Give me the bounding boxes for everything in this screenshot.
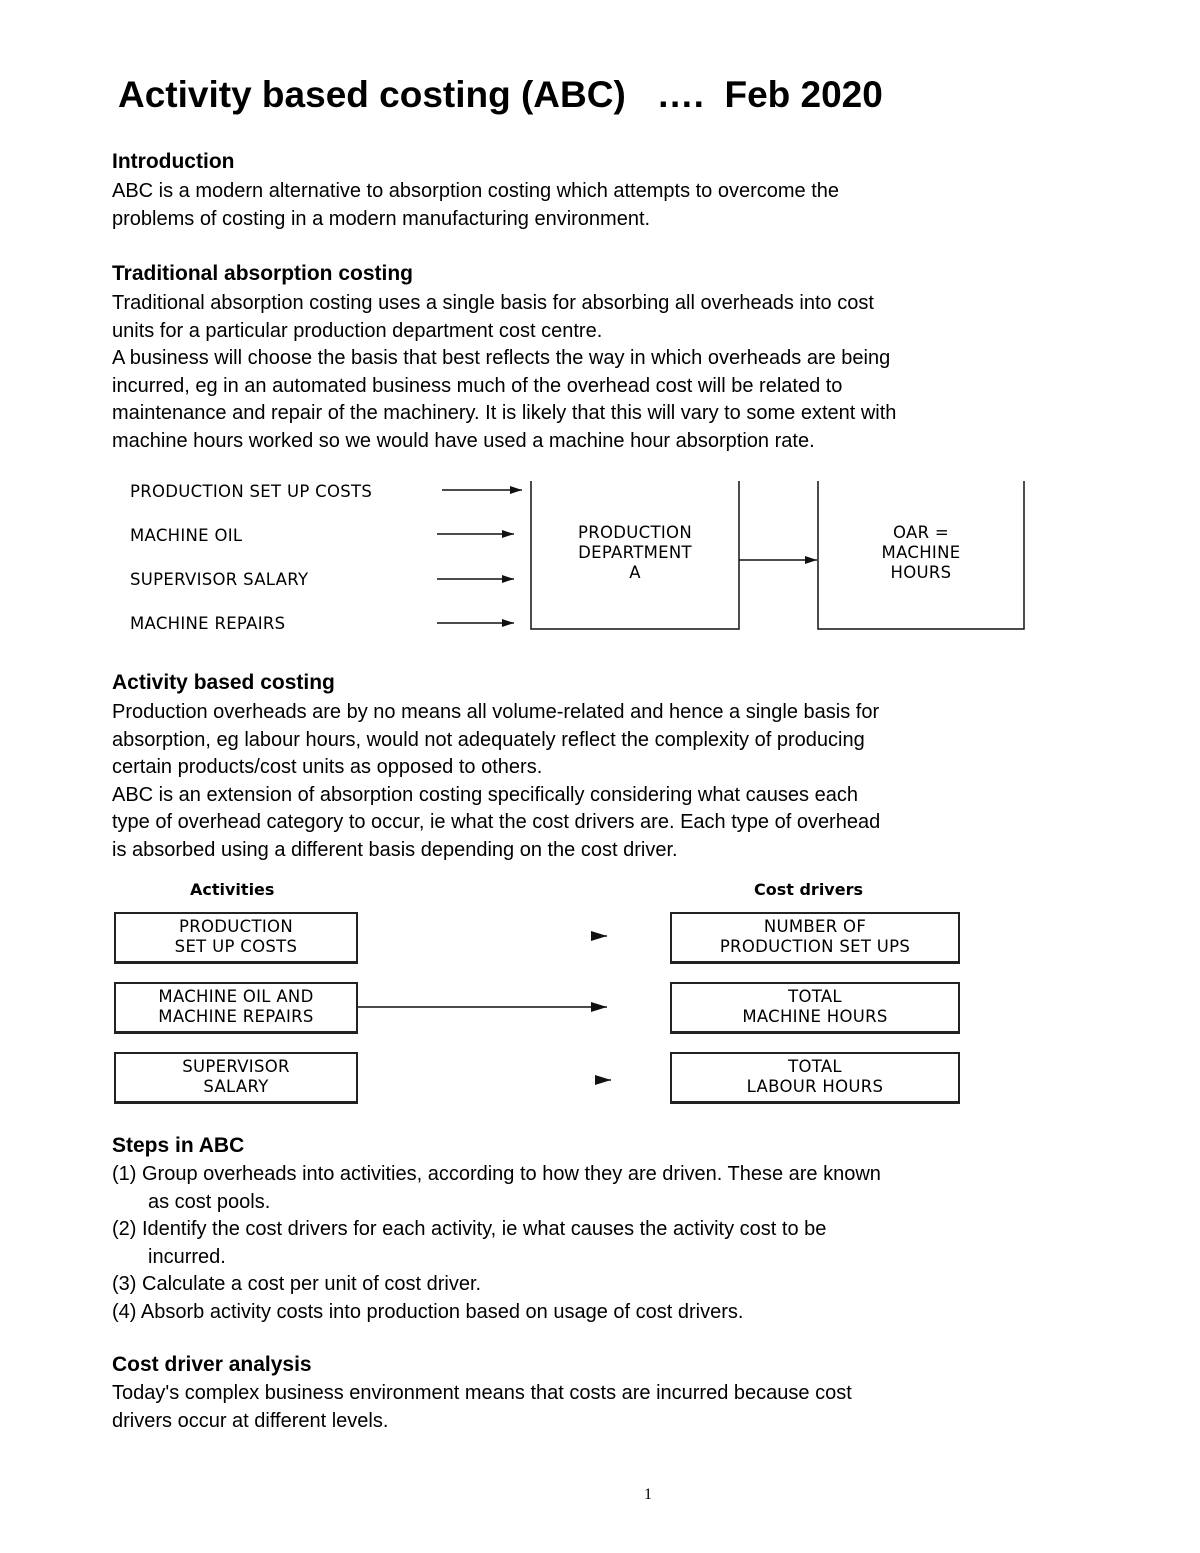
activity-label-line: PRODUCTION bbox=[179, 917, 293, 936]
input-label-machine-repairs: MACHINE REPAIRS bbox=[130, 614, 286, 633]
activity-label-line: MACHINE OIL AND bbox=[158, 987, 314, 1006]
heading-steps-in-abc: Steps in ABC bbox=[112, 1134, 245, 1157]
steps-list bbox=[112, 1161, 881, 1326]
cost-driver-label-line: MACHINE HOURS bbox=[742, 1007, 888, 1026]
text-line: is absorbed using a different basis depending on the cost driver. bbox=[112, 838, 678, 861]
text-line: absorption, eg labour hours, would not adequately reflect the complexity of producing bbox=[112, 728, 865, 751]
step-text: (4) Absorb activity costs into production based on usage of cost drivers. bbox=[112, 1300, 744, 1323]
cost-driver-label-line: NUMBER OF bbox=[763, 917, 867, 936]
activities-header: Activities bbox=[190, 880, 275, 899]
text-line: type of overhead category to occur, ie what the cost drivers are. Each type of overhead bbox=[112, 811, 881, 833]
heading-cost-driver-analysis: Cost driver analysis bbox=[112, 1353, 312, 1376]
cost-driver-label-line: TOTAL bbox=[788, 1057, 842, 1076]
text-line: A business will choose the basis that best reflects the way in which overheads are being bbox=[112, 347, 891, 369]
input-label-setup-costs: PRODUCTION SET UP COSTS bbox=[130, 482, 373, 501]
department-label-line: DEPARTMENT bbox=[578, 543, 692, 562]
text-line: machine hours worked so we would have used a machine hour absorption rate. bbox=[112, 429, 815, 452]
heading-traditional-absorption-costing: Traditional absorption costing bbox=[112, 262, 414, 285]
page-number: 1 bbox=[644, 1486, 652, 1503]
text-line: certain products/cost units as opposed to others. bbox=[112, 756, 543, 778]
text-line: problems of costing in a modern manufacturing environment. bbox=[112, 207, 651, 230]
paragraph-cost-driver-analysis bbox=[112, 1380, 852, 1435]
page-title: Activity based costing (ABC) …. Feb 2020 bbox=[118, 74, 883, 115]
step-text: (3) Calculate a cost per unit of cost driver. bbox=[112, 1273, 482, 1295]
step-continuation: incurred. bbox=[148, 1245, 226, 1268]
text-line: drivers occur at different levels. bbox=[112, 1409, 389, 1432]
department-label-line: PRODUCTION bbox=[578, 523, 692, 542]
oar-label-line: MACHINE bbox=[881, 543, 961, 562]
oar-label-line: OAR = bbox=[892, 523, 950, 542]
cost-drivers-header: Cost drivers bbox=[754, 880, 863, 899]
text-line: Production overheads are by no means all volume-related and hence a single basis for bbox=[112, 701, 880, 723]
text-line: maintenance and repair of the machinery. It is likely that this will vary to some extent with bbox=[112, 402, 897, 424]
step-text: (2) Identify the cost drivers for each activity, ie what causes the activity cost to be bbox=[112, 1218, 827, 1240]
cost-driver-label-line: PRODUCTION SET UPS bbox=[719, 937, 911, 956]
step-item bbox=[112, 1271, 881, 1299]
text-line: Today's complex business environment means that costs are incurred because cost bbox=[112, 1382, 852, 1404]
text-line: ABC is a modern alternative to absorption costing which attempts to overcome the bbox=[112, 180, 840, 202]
step-text: (1) Group overheads into activities, according to how they are driven. These are known bbox=[112, 1163, 881, 1185]
text-line: ABC is an extension of absorption costing specifically considering what causes each bbox=[112, 783, 858, 806]
oar-label-line: HOURS bbox=[890, 563, 952, 582]
cost-driver-label-line: LABOUR HOURS bbox=[746, 1077, 884, 1096]
text-line: incurred, eg in an automated business much of the overhead cost will be related to bbox=[112, 374, 843, 397]
department-label-line: A bbox=[629, 563, 641, 582]
text-line: Traditional absorption costing uses a single basis for absorbing all overheads into cost bbox=[112, 292, 874, 314]
activity-label-line: MACHINE REPAIRS bbox=[158, 1007, 314, 1026]
step-item bbox=[112, 1216, 881, 1271]
text-line: units for a particular production department cost centre. bbox=[112, 319, 603, 342]
activity-label-line: SET UP COSTS bbox=[174, 937, 298, 956]
activity-label-line: SALARY bbox=[203, 1077, 269, 1096]
step-item bbox=[112, 1161, 881, 1216]
heading-introduction: Introduction bbox=[112, 150, 235, 173]
input-label-machine-oil: MACHINE OIL bbox=[130, 526, 243, 545]
step-item bbox=[112, 1299, 881, 1327]
heading-activity-based-costing: Activity based costing bbox=[112, 671, 335, 694]
cost-driver-label-line: TOTAL bbox=[788, 987, 842, 1006]
activity-label-line: SUPERVISOR bbox=[182, 1057, 290, 1076]
step-continuation: as cost pools. bbox=[148, 1190, 271, 1213]
input-label-supervisor-salary: SUPERVISOR SALARY bbox=[130, 570, 309, 589]
